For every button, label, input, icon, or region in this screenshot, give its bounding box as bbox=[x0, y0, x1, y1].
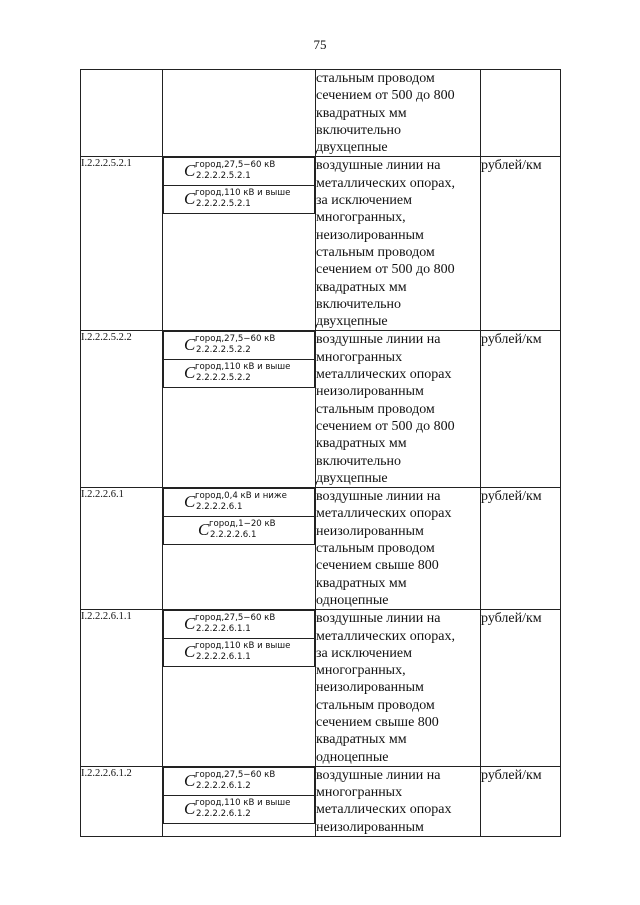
symbol-subscript: 2.2.2.2.6.1.2 bbox=[196, 808, 251, 819]
row-unit: рублей/км bbox=[481, 331, 561, 488]
tariff-table bbox=[80, 69, 561, 837]
symbol-subscript: 2.2.2.2.6.1.1 bbox=[196, 652, 251, 663]
symbol-superscript: город,27,5−60 кВ bbox=[195, 334, 276, 345]
description-line: стальным проводом bbox=[316, 541, 435, 557]
symbol-subscript: 2.2.2.2.6.1 bbox=[210, 530, 257, 541]
row-code: I.2.2.2.5.2.1 bbox=[81, 157, 163, 331]
description-line: двухцепные bbox=[316, 140, 388, 156]
row-description bbox=[316, 70, 481, 157]
symbol-superscript: город,110 кВ и выше bbox=[195, 362, 291, 373]
symbol-subscript: 2.2.2.2.6.1 bbox=[196, 502, 243, 513]
description-line: металлических опорах, bbox=[316, 175, 455, 191]
row-code bbox=[81, 70, 163, 157]
tariff-table-body bbox=[81, 70, 561, 837]
row-symbols bbox=[163, 766, 316, 836]
description-line: за исключением bbox=[316, 193, 412, 209]
symbol-subscript: 2.2.2.2.6.1.2 bbox=[196, 780, 251, 791]
symbol-subscript: 2.2.2.2.5.2.1 bbox=[196, 171, 251, 182]
symbol-letter: C bbox=[198, 520, 210, 540]
description-line: неизолированным bbox=[316, 384, 424, 400]
row-unit bbox=[481, 70, 561, 157]
symbol-letter: C bbox=[184, 363, 196, 383]
description-line: неизолированным bbox=[316, 523, 424, 539]
cost-symbol bbox=[164, 158, 315, 186]
table-row bbox=[81, 766, 561, 836]
cost-symbol bbox=[164, 611, 315, 639]
description-line: неизолированным bbox=[316, 819, 424, 835]
row-code: I.2.2.2.5.2.2 bbox=[81, 331, 163, 488]
row-description bbox=[316, 610, 481, 767]
symbol-letter: C bbox=[184, 335, 196, 355]
table-row bbox=[81, 488, 561, 610]
row-unit: рублей/км bbox=[481, 157, 561, 331]
page-number: 75 bbox=[313, 37, 327, 52]
row-symbols bbox=[163, 610, 316, 767]
description-line: многогранных, bbox=[316, 663, 406, 679]
symbol-superscript: город,1−20 кВ bbox=[209, 519, 276, 530]
table-row bbox=[81, 610, 561, 767]
description-line: квадратных мм bbox=[316, 575, 407, 591]
description-line: металлических опорах, bbox=[316, 628, 455, 644]
description-line: металлических опорах bbox=[316, 802, 452, 818]
description-line: сечением от 500 до 800 bbox=[316, 88, 455, 104]
description-line: квадратных мм bbox=[316, 732, 407, 748]
row-description bbox=[316, 488, 481, 610]
symbol-letter: C bbox=[184, 798, 196, 818]
row-unit: рублей/км bbox=[481, 488, 561, 610]
description-line: сечением от 500 до 800 bbox=[316, 418, 455, 434]
description-line: многогранных, bbox=[316, 210, 406, 226]
symbol-letter: C bbox=[184, 614, 196, 634]
symbol-superscript: город,27,5−60 кВ bbox=[195, 769, 276, 780]
symbol-superscript: город,0,4 кВ и ниже bbox=[195, 491, 287, 502]
description-line: включительно bbox=[316, 296, 402, 312]
description-line: квадратных мм bbox=[316, 436, 407, 452]
symbol-letter: C bbox=[184, 770, 196, 790]
symbol-superscript: город,27,5−60 кВ bbox=[195, 613, 276, 624]
description-line: воздушные линии на bbox=[316, 489, 441, 505]
description-line: квадратных мм bbox=[316, 279, 407, 295]
cost-symbol bbox=[164, 639, 315, 667]
cost-symbol bbox=[164, 489, 315, 517]
row-unit: рублей/км bbox=[481, 766, 561, 836]
cost-symbol bbox=[164, 795, 315, 823]
description-line: стальным проводом bbox=[316, 697, 435, 713]
symbol-letter: C bbox=[184, 161, 196, 181]
row-symbols bbox=[163, 70, 316, 157]
description-line: одноцепные bbox=[316, 749, 389, 765]
description-line: сечением от 500 до 800 bbox=[316, 262, 455, 278]
symbol-superscript: город,27,5−60 кВ bbox=[195, 160, 276, 171]
description-line: металлических опорах bbox=[316, 506, 452, 522]
cost-symbol bbox=[164, 360, 315, 388]
row-description bbox=[316, 766, 481, 836]
table-row bbox=[81, 70, 561, 157]
table-row bbox=[81, 157, 561, 331]
description-line: включительно bbox=[316, 453, 402, 469]
row-unit: рублей/км bbox=[481, 610, 561, 767]
description-line: металлических опорах bbox=[316, 367, 452, 383]
description-line: включительно bbox=[316, 122, 402, 138]
symbol-superscript: город,110 кВ и выше bbox=[195, 641, 291, 652]
description-line: сечением свыше 800 bbox=[316, 714, 439, 730]
description-line: одноцепные bbox=[316, 592, 389, 608]
cost-symbol bbox=[164, 186, 315, 214]
description-line: сечением свыше 800 bbox=[316, 558, 439, 574]
description-line: воздушные линии на bbox=[316, 611, 441, 627]
row-code: I.2.2.2.6.1.2 bbox=[81, 766, 163, 836]
symbol-subscript: 2.2.2.2.5.2.2 bbox=[196, 373, 251, 384]
row-symbols bbox=[163, 157, 316, 331]
description-line: стальным проводом bbox=[316, 401, 435, 417]
row-code: I.2.2.2.6.1 bbox=[81, 488, 163, 610]
description-line: стальным проводом bbox=[316, 71, 435, 86]
cost-symbol bbox=[164, 517, 315, 545]
row-description bbox=[316, 331, 481, 488]
description-line: воздушные линии на bbox=[316, 158, 441, 174]
row-description bbox=[316, 157, 481, 331]
symbol-letter: C bbox=[184, 189, 196, 209]
description-line: квадратных мм bbox=[316, 105, 407, 121]
description-line: неизолированным bbox=[316, 680, 424, 696]
description-line: многогранных bbox=[316, 349, 403, 365]
symbol-superscript: город,110 кВ и выше bbox=[195, 188, 291, 199]
description-line: за исключением bbox=[316, 645, 412, 661]
symbol-letter: C bbox=[184, 492, 196, 512]
description-line: двухцепные bbox=[316, 314, 388, 330]
table-row bbox=[81, 331, 561, 488]
cost-symbol bbox=[164, 332, 315, 360]
cost-symbol bbox=[164, 767, 315, 795]
symbol-letter: C bbox=[184, 642, 196, 662]
description-line: воздушные линии на bbox=[316, 332, 441, 348]
symbol-subscript: 2.2.2.2.5.2.1 bbox=[196, 199, 251, 210]
symbol-subscript: 2.2.2.2.6.1.1 bbox=[196, 624, 251, 635]
row-symbols bbox=[163, 488, 316, 610]
row-symbols bbox=[163, 331, 316, 488]
description-line: многогранных bbox=[316, 785, 403, 801]
symbol-subscript: 2.2.2.2.5.2.2 bbox=[196, 345, 251, 356]
description-line: двухцепные bbox=[316, 470, 388, 486]
symbol-superscript: город,110 кВ и выше bbox=[195, 797, 291, 808]
description-line: воздушные линии на bbox=[316, 767, 441, 783]
row-code: I.2.2.2.6.1.1 bbox=[81, 610, 163, 767]
description-line: стальным проводом bbox=[316, 244, 435, 260]
description-line: неизолированным bbox=[316, 227, 424, 243]
